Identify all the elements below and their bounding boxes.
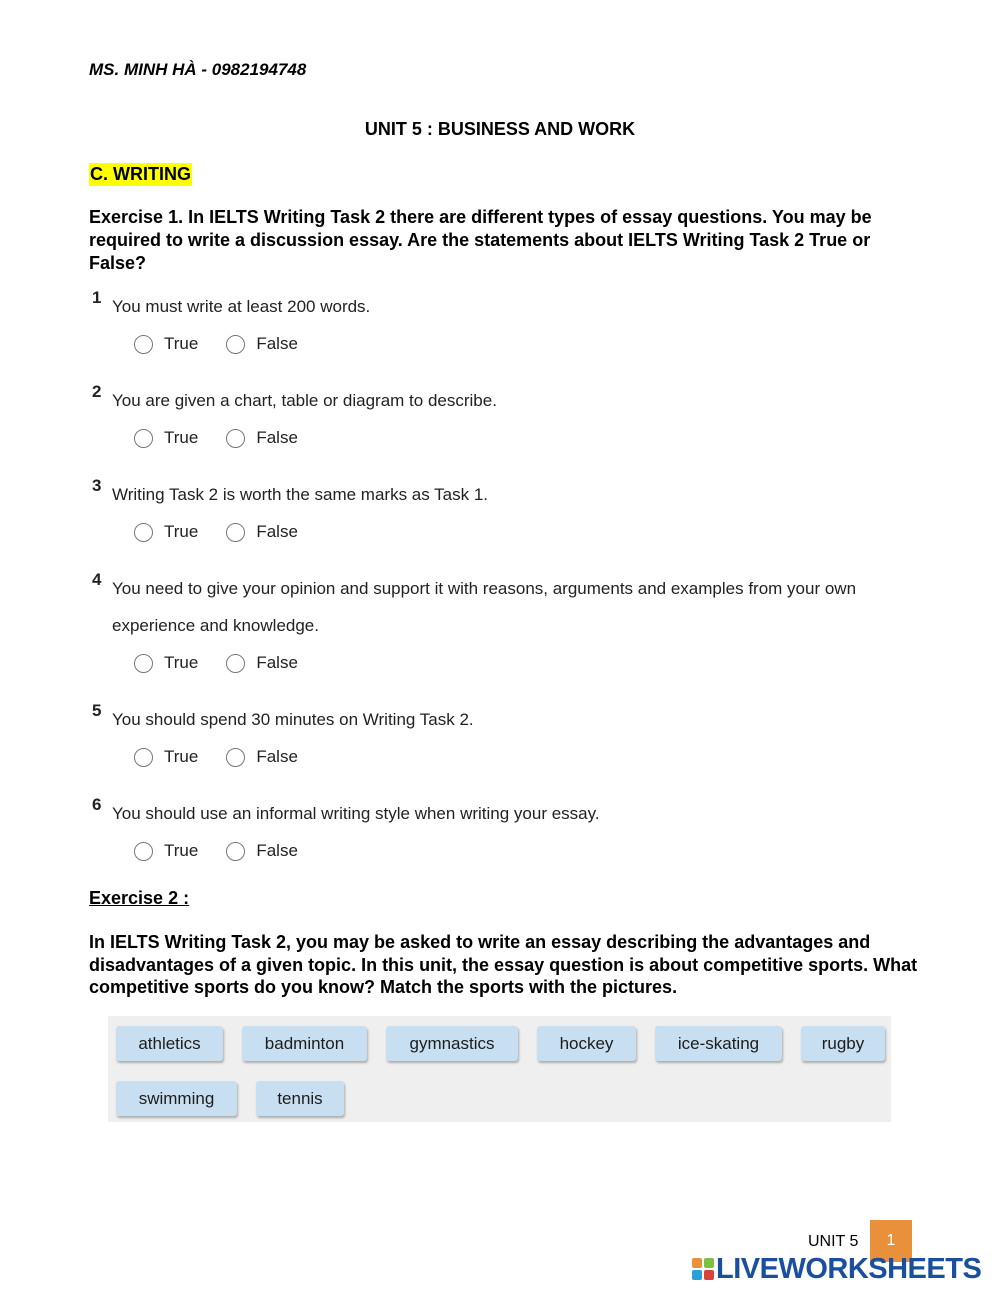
radio-button[interactable]	[134, 654, 153, 673]
option-false[interactable]	[226, 428, 298, 448]
section-label: C. WRITING	[90, 164, 191, 184]
footer-unit: UNIT 5	[808, 1233, 859, 1250]
option-label: True	[164, 841, 199, 860]
question-6-options	[134, 841, 326, 861]
option-label: False	[256, 428, 298, 447]
word-chip-swimming[interactable]: swimming	[116, 1081, 237, 1116]
option-true[interactable]	[134, 841, 198, 861]
word-chip-athletics[interactable]: athletics	[116, 1026, 223, 1061]
radio-button[interactable]	[226, 748, 245, 767]
question-3-options	[134, 522, 326, 542]
question-1	[92, 288, 902, 325]
question-text: You should spend 30 minutes on Writing Task 2.	[112, 710, 474, 729]
word-chip-badminton[interactable]: badminton	[242, 1026, 367, 1061]
option-label: True	[164, 428, 199, 447]
option-label: False	[256, 653, 298, 672]
question-text: You should use an informal writing style when writing your essay.	[112, 804, 600, 823]
radio-button[interactable]	[134, 335, 153, 354]
question-number: 3	[92, 476, 102, 495]
word-chip-tennis[interactable]: tennis	[256, 1081, 344, 1116]
unit-title: UNIT 5 : BUSINESS AND WORK	[364, 119, 636, 139]
radio-button[interactable]	[134, 523, 153, 542]
question-text: You need to give your opinion and support it with reasons, arguments and examples from your own experience and knowledge.	[112, 579, 857, 635]
question-1-options	[134, 334, 326, 354]
option-true[interactable]	[134, 653, 198, 673]
question-2	[92, 382, 902, 419]
question-3	[92, 476, 902, 513]
word-chip-rugby[interactable]: rugby	[801, 1026, 885, 1061]
option-label: False	[256, 747, 298, 766]
question-number: 5	[92, 701, 102, 720]
radio-button[interactable]	[226, 523, 245, 542]
exercise2-title: Exercise 2 :	[89, 888, 190, 908]
radio-button[interactable]	[134, 842, 153, 861]
exercise1-instructions: Exercise 1. In IELTS Writing Task 2 there are different types of essay questions. You may be required to write a discussion essay. Are the statements about IELTS Writing Task 2 True or False?	[89, 207, 872, 273]
question-number: 4	[92, 570, 102, 589]
question-4-options	[134, 653, 326, 673]
question-number: 2	[92, 382, 102, 401]
option-label: True	[164, 747, 199, 766]
option-label: False	[256, 841, 298, 860]
option-label: True	[164, 653, 199, 672]
question-4	[92, 570, 902, 644]
word-chip-hockey[interactable]: hockey	[537, 1026, 636, 1061]
radio-button[interactable]	[226, 429, 245, 448]
word-chip-gymnastics[interactable]: gymnastics	[386, 1026, 518, 1061]
logo-text: LIVEWORKSHEETS	[716, 1252, 982, 1285]
word-bank	[108, 1016, 891, 1122]
option-true[interactable]	[134, 522, 198, 542]
question-text: Writing Task 2 is worth the same marks as Task 1.	[112, 485, 489, 504]
question-6	[92, 795, 902, 832]
liveworksheets-logo	[692, 1252, 981, 1286]
radio-button[interactable]	[226, 335, 245, 354]
option-false[interactable]	[226, 522, 298, 542]
question-5	[92, 701, 902, 738]
page-number: 1	[870, 1220, 912, 1262]
option-true[interactable]	[134, 747, 198, 767]
question-number: 6	[92, 795, 102, 814]
question-text: You are given a chart, table or diagram to describe.	[112, 391, 497, 410]
option-label: True	[164, 334, 199, 353]
option-false[interactable]	[226, 747, 298, 767]
radio-button[interactable]	[226, 654, 245, 673]
radio-button[interactable]	[226, 842, 245, 861]
question-5-options	[134, 747, 326, 767]
option-false[interactable]	[226, 334, 298, 354]
option-label: True	[164, 522, 199, 541]
author-header: MS. MINH HÀ - 0982194748	[89, 60, 307, 79]
logo-mark-icon	[692, 1258, 714, 1280]
word-chip-ice-skating[interactable]: ice-skating	[655, 1026, 782, 1061]
option-label: False	[256, 334, 298, 353]
option-true[interactable]	[134, 334, 198, 354]
radio-button[interactable]	[134, 429, 153, 448]
option-label: False	[256, 522, 298, 541]
question-text: You must write at least 200 words.	[112, 297, 371, 316]
question-number: 1	[92, 288, 102, 307]
option-false[interactable]	[226, 653, 298, 673]
radio-button[interactable]	[134, 748, 153, 767]
exercise2-instructions: In IELTS Writing Task 2, you may be asked to write an essay describing the advantages and disadvantages of a given topic. In this unit, the essay question is about competitive sports. What competitive sports do you know? Match the sports with the pictures.	[89, 932, 918, 997]
option-false[interactable]	[226, 841, 298, 861]
option-true[interactable]	[134, 428, 198, 448]
question-2-options	[134, 428, 326, 448]
